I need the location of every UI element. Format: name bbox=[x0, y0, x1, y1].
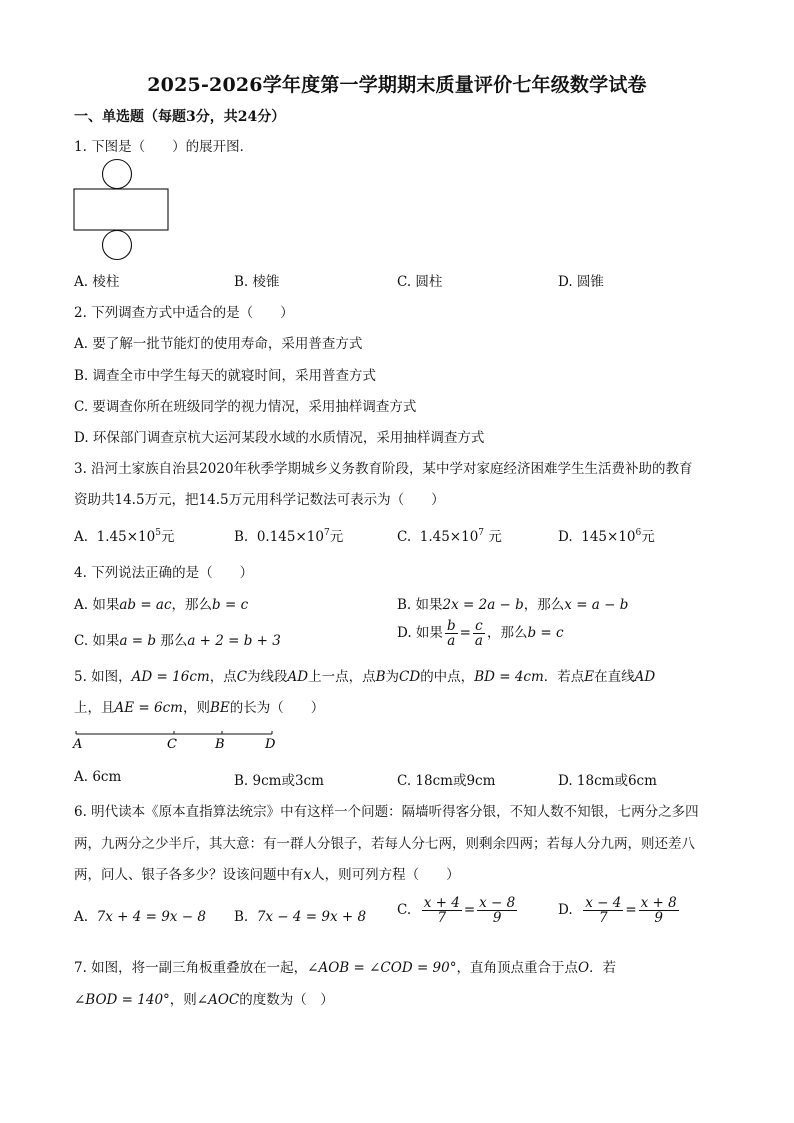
option-unit: 元 bbox=[329, 529, 344, 545]
option-label: C. bbox=[397, 902, 412, 919]
question-6-option-c bbox=[397, 896, 519, 925]
text: 为线段 bbox=[247, 669, 288, 685]
equals-sign: = bbox=[459, 625, 471, 642]
math-expr: AD bbox=[287, 669, 309, 685]
math-expr: 7x + 4 = 9x − 8 bbox=[96, 909, 206, 925]
option-text: ，那么 bbox=[171, 597, 213, 613]
option-exponent: 7 bbox=[478, 528, 485, 538]
fraction bbox=[583, 896, 623, 925]
question-2-stem: 2. 下列调查方式中适合的是（ ） bbox=[74, 305, 294, 321]
cylinder-net-figure bbox=[72, 158, 172, 262]
question-6-option-a bbox=[74, 909, 206, 925]
text: 的中点， bbox=[420, 669, 475, 685]
question-3-option-c bbox=[397, 525, 502, 545]
question-1-option-b: B. 棱锥 bbox=[234, 274, 280, 290]
question-3-stem-line-1: 3. 沿河土家族自治县2020年秋季学期城乡义务教育阶段，某中学对家庭经济困难学生生活费补助的教育 bbox=[74, 461, 693, 477]
fraction-numerator: c bbox=[473, 619, 485, 634]
option-label: B. bbox=[234, 529, 249, 545]
question-5-option-d: D. 18cm或6cm bbox=[558, 773, 657, 789]
fraction-numerator: x − 8 bbox=[479, 895, 516, 911]
fraction-denominator: 9 bbox=[654, 910, 663, 927]
option-unit: 元 bbox=[160, 529, 175, 545]
fraction bbox=[477, 896, 517, 925]
math-expr: AE = 6cm bbox=[114, 700, 183, 716]
question-1-option-d: D. 圆锥 bbox=[558, 274, 604, 290]
math-expr: ab = ac bbox=[119, 597, 172, 613]
fraction-numerator: x + 4 bbox=[423, 895, 460, 911]
math-var: O bbox=[577, 960, 590, 976]
option-text: 那么 bbox=[160, 633, 188, 649]
option-text: ，那么 bbox=[523, 597, 565, 613]
math-expr: CD bbox=[399, 669, 421, 685]
math-expr: ∠AOC bbox=[196, 992, 240, 1008]
option-label: D. bbox=[558, 529, 573, 545]
question-5-option-a: A. 6cm bbox=[74, 769, 122, 785]
text: 人，则可列方程（ ） bbox=[311, 867, 460, 883]
segment-figure bbox=[70, 726, 282, 754]
text: 在直线 bbox=[594, 669, 635, 685]
math-var: x bbox=[303, 867, 312, 883]
text: 的长为（ ） bbox=[229, 700, 325, 716]
question-2-option-d: D. 环保部门调查京杭大运河某段水域的水质情况，采用抽样调查方式 bbox=[74, 430, 485, 446]
math-expr: B bbox=[375, 669, 386, 685]
question-6-stem-line-1: 6. 明代读本《原本直指算法统宗》中有这样一个问题：隔墙听得客分银，不知人数不知银，七两分之多四 bbox=[74, 804, 699, 820]
fraction-numerator: x + 8 bbox=[640, 895, 677, 911]
option-base: 1.45×10 bbox=[419, 529, 479, 545]
math-expr: ∠BOD = 140° bbox=[74, 992, 170, 1008]
option-label: A. bbox=[74, 909, 89, 925]
option-label: C. bbox=[397, 529, 412, 545]
text: ，点 bbox=[209, 669, 237, 685]
option-label: B. bbox=[234, 909, 249, 925]
page-title: 2025-2026学年度第一学期期末质量评价七年级数学试卷 bbox=[147, 74, 647, 96]
math-expr: 7x − 4 = 9x + 8 bbox=[256, 909, 367, 925]
fraction-numerator: b bbox=[446, 618, 456, 634]
rectangle bbox=[74, 189, 168, 230]
equals-sign: = bbox=[463, 902, 476, 919]
text: 为 bbox=[385, 669, 400, 685]
math-expr: C bbox=[236, 669, 248, 685]
text: ，则 bbox=[169, 992, 197, 1008]
question-3-option-b bbox=[234, 525, 343, 545]
question-3-option-d bbox=[558, 525, 655, 545]
question-6-stem-line-3 bbox=[74, 863, 460, 883]
question-1-option-a: A. 棱柱 bbox=[74, 274, 120, 290]
math-expr: ∠AOB = ∠COD = 90° bbox=[307, 960, 457, 976]
fraction-denominator: 9 bbox=[492, 910, 502, 927]
option-label: A. bbox=[74, 529, 89, 545]
math-expr: AD bbox=[634, 669, 656, 685]
fraction-denominator: 7 bbox=[437, 910, 447, 927]
text: ，直角顶点重合于点 bbox=[456, 960, 578, 976]
question-7-stem-line-1 bbox=[74, 956, 616, 976]
text: 上，且 bbox=[74, 700, 115, 716]
math-expr: 2x = 2a − b bbox=[442, 597, 524, 613]
point-label-a: A bbox=[73, 737, 83, 752]
fraction-denominator: a bbox=[447, 633, 456, 650]
option-base: 0.145×10 bbox=[256, 529, 324, 545]
option-base: 145×10 bbox=[581, 529, 636, 545]
math-expr: a = b bbox=[119, 633, 157, 649]
point-label-b: B bbox=[215, 737, 225, 752]
text: 的度数为（ ） bbox=[239, 992, 334, 1008]
option-base: 1.45×10 bbox=[96, 529, 156, 545]
question-1-option-c: C. 圆柱 bbox=[397, 274, 443, 290]
option-prefix: B. 如果 bbox=[397, 597, 443, 613]
question-2-option-c: C. 要调查你所在班级同学的视力情况，采用抽样调查方式 bbox=[74, 399, 417, 415]
math-expr: BD = 4cm bbox=[474, 669, 544, 685]
question-2-option-b: B. 调查全市中学生每天的就寝时间，采用普查方式 bbox=[74, 368, 377, 384]
math-expr: E bbox=[584, 669, 595, 685]
fraction bbox=[422, 896, 462, 925]
question-4-option-b bbox=[397, 593, 628, 613]
question-6-option-b bbox=[234, 909, 366, 925]
question-5-stem-line-1 bbox=[74, 665, 655, 685]
math-expr: BE bbox=[209, 700, 230, 716]
point-label-c: C bbox=[167, 737, 177, 752]
question-4-option-c bbox=[74, 629, 281, 649]
question-3-stem-line-2: 资助共14.5万元，把14.5万元用科学记数法可表示为（ ） bbox=[74, 492, 445, 508]
question-7-stem-line-2 bbox=[74, 988, 334, 1008]
text: ．若点 bbox=[543, 669, 585, 685]
option-exponent: 5 bbox=[155, 528, 161, 538]
section-heading: 一、单选题（每题3分，共24分） bbox=[74, 109, 286, 125]
option-exponent: 7 bbox=[323, 528, 330, 538]
option-prefix: A. 如果 bbox=[74, 597, 120, 613]
question-4-option-a bbox=[74, 593, 248, 613]
fraction-numerator: x − 4 bbox=[585, 895, 622, 911]
text: 5. 如图， bbox=[74, 669, 132, 685]
math-expr: a + 2 = b + 3 bbox=[187, 633, 281, 649]
question-6-stem-line-2: 两，九两分之少半斤，其大意：有一群人分银子，若每人分七两，则剩余四两；若每人分九两，则还差八 bbox=[74, 836, 695, 852]
math-expr: x = a − b bbox=[564, 597, 629, 613]
question-5-stem-line-2 bbox=[74, 696, 324, 716]
option-prefix: D. 如果 bbox=[397, 625, 443, 642]
option-unit: 元 bbox=[641, 529, 655, 545]
question-4-option-d bbox=[397, 619, 564, 648]
question-6-option-d bbox=[558, 896, 681, 925]
text: ，则 bbox=[182, 700, 210, 716]
question-2-option-a: A. 要了解一批节能灯的使用寿命，采用普查方式 bbox=[74, 336, 363, 352]
math-expr: b = c bbox=[527, 625, 564, 642]
fraction bbox=[473, 619, 485, 648]
top-circle bbox=[103, 160, 132, 189]
question-5-option-b: B. 9cm或3cm bbox=[234, 773, 324, 789]
question-4-stem: 4. 下列说法正确的是（ ） bbox=[74, 565, 254, 581]
question-3-option-a bbox=[74, 525, 174, 545]
fraction bbox=[445, 619, 458, 648]
bottom-circle bbox=[103, 231, 132, 260]
question-5-option-c: C. 18cm或9cm bbox=[397, 773, 496, 789]
option-label: D. bbox=[558, 902, 573, 919]
math-expr: AD = 16cm bbox=[131, 669, 210, 685]
question-1-stem: 1. 下图是（ ）的展开图． bbox=[74, 139, 254, 155]
text: 上一点，点 bbox=[308, 669, 376, 685]
text: ．若 bbox=[589, 960, 617, 976]
math-expr: b = c bbox=[212, 597, 249, 613]
option-prefix: C. 如果 bbox=[74, 633, 120, 649]
option-unit: 元 bbox=[484, 529, 502, 545]
option-exponent: 6 bbox=[635, 528, 642, 538]
fraction bbox=[639, 896, 679, 925]
fraction-denominator: a bbox=[474, 633, 483, 650]
text: 7. 如图，将一副三角板重叠放在一起， bbox=[74, 960, 308, 976]
point-label-d: D bbox=[265, 737, 276, 752]
equals-sign: = bbox=[625, 902, 637, 919]
text: 两，问人、银子各多少？设该问题中有 bbox=[74, 867, 304, 883]
option-text: ，那么 bbox=[486, 625, 528, 642]
fraction-denominator: 7 bbox=[598, 910, 608, 927]
